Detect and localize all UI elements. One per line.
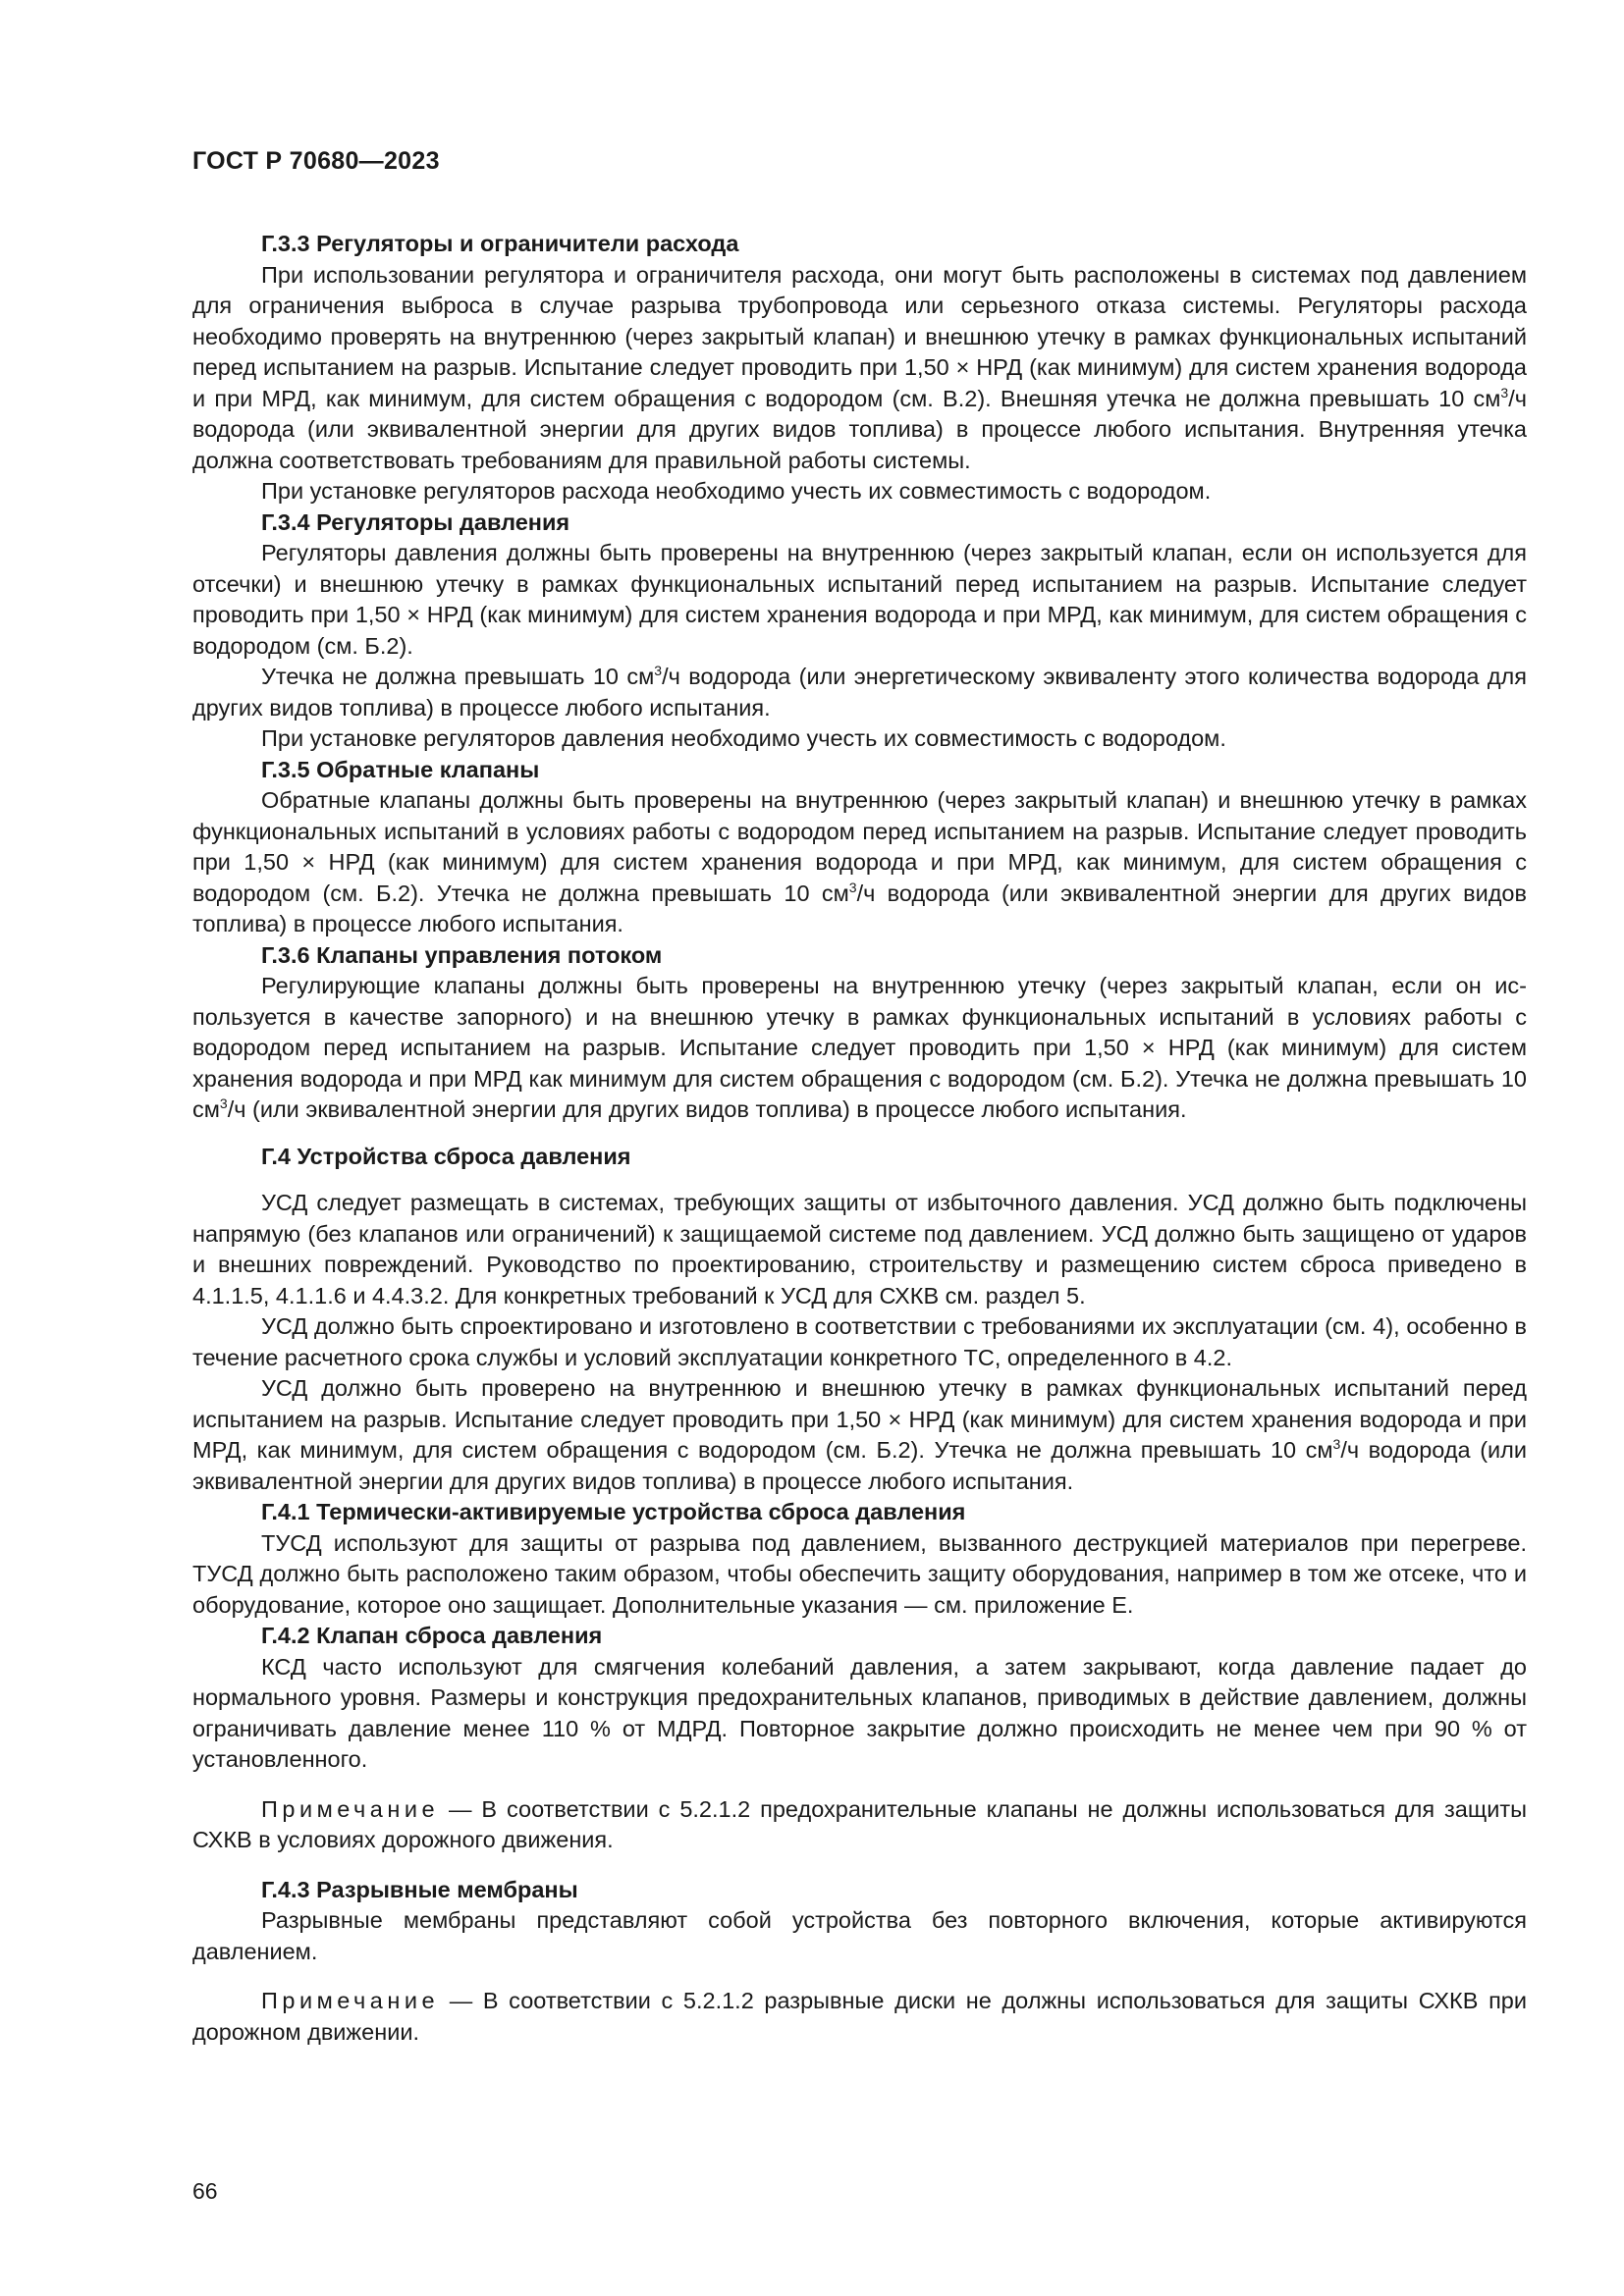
note-label: Примечание: [261, 1795, 440, 1822]
paragraph: Регуляторы давления должны быть проверены на внутреннюю (через закрытый клапан, если он используется для отсечки) и внешнюю утечку в рамках функциональных испытаний перед испытанием на разрыв. Испытание следует проводить при 1,50 × НРД (как минимум) для систем хранения водорода и при МРД, как минимум, для систем обращения с водородом (см. Б.2).: [192, 540, 1527, 659]
section-heading-g35: Г.3.5 Обратные клапаны: [261, 756, 540, 782]
paragraph: При установке регуляторов давления необходимо учесть их совместимость с водородом.: [261, 725, 1226, 751]
paragraph: Регулирующие клапаны должны быть проверены на внутреннюю утечку (через закрытый клапан, если он используется в качестве запорного) и на внешнюю утечку в рамках функциональных испытаний в условиях работы с водородом перед испытанием на разрыв. Испытание следует проводить при 1,50 × НРД (как минимум) для систем хранения водорода и при МРД как минимум для систем обращения с водородом (см. Б.2). Утечка не должна превышать 10 $см^3/ч$ (или эквивалентной энергии для других видов топлива) в процессе любого испытания.: [192, 973, 1527, 1122]
section-heading-g4: Г.4 Устройства сброса давления: [261, 1143, 631, 1169]
paragraph: УСД следует размещать в системах, требующих защиты от избыточного давления. УСД должно быть подключены напрямую (без клапанов или ограничений) к защищаемой системе под давлением. УСД должно быть защищено от ударов и внешних повреждений. Руководство по проектированию, строительству и размещению систем сброса приведено в 4.1.1.5, 4.1.1.6 и 4.4.3.2. Для конкретных требований к УСД для СХКВ см. раздел 5.: [192, 1190, 1527, 1308]
note: Примечание — В соответствии с 5.2.1.2 разрывные диски не должны использоваться для защиты СХКВ при дорожном движении.: [192, 1988, 1527, 2045]
note: Примечание — В соответствии с 5.2.1.2 предохранительные клапаны не должны использоваться для защиты СХКВ в условиях дорожного движения.: [192, 1795, 1527, 1852]
document-header: ГОСТ Р 70680—2023: [192, 147, 440, 175]
paragraph: УСД должно быть проверено на внутреннюю и внешнюю утечку в рамках функциональных испытаний перед испытанием на разрыв. Испытание следует проводить при 1,50 × НРД (как минимум) для систем хранения водорода и при МРД, как минимум, для систем обращения с водородом (см. Б.2). Утечка не должна превышать 10 $см^3/ч$ водорода (или эквивалентной энергии для других видов топлива) в процессе любого испытания.: [192, 1375, 1527, 1494]
section-heading-g36: Г.3.6 Клапаны управления потоком: [261, 941, 663, 968]
section-heading-g33: Г.3.3 Регуляторы и ограничители расхода: [261, 231, 739, 256]
paragraph: Обратные клапаны должны быть проверены на внутреннюю (через закрытый клапан) и внешнюю утечку в рамках функциональных испытаний в условиях работы с водородом перед испытанием на разрыв. Испытание следует проводить при 1,50 × НРД (как минимум) для систем хранения водорода и при МРД, как минимум, для систем обращения с водородом (см. Б.2). Утечка не должна превышать 10 $см^3/ч$ водорода (или эквивалентной энергии для других видов топлива) в процессе любого испытания.: [192, 787, 1527, 936]
section-heading-g43: Г.4.3 Разрывные мембраны: [261, 1876, 578, 1902]
section-heading-g34: Г.3.4 Регуляторы давления: [261, 508, 570, 535]
paragraph: Утечка не должна превышать 10 $см^3/ч$ водорода (или энергетическому эквиваленту этого количества водорода для других видов топлива) в процессе любого испытания.: [192, 663, 1527, 721]
paragraph: При использовании регулятора и ограничителя расхода, они могут быть расположены в системах под давлением для ограничения выброса в случае разрыва трубопровода или серьезного отказа системы. Регуляторы расхода необходимо проверять на внутреннюю (через закрытый клапан) и внешнюю утечку в рамках функциональных испытаний перед испытанием на разрыв. Испытание следует проводить при 1,50 × НРД (как минимум) для систем хранения водорода и при МРД, как минимум, для систем обращения с водородом (см. В.2). Внешняя утечка не должна превышать 10 $см^3/ч$ водорода (или эквивалентной энергии для других видов топлива) в процессе любого испытания. Внутренняя утечка должна соответствовать требованиям для правильной работы системы.: [192, 261, 1527, 473]
paragraph: КСД часто используют для смягчения колебаний давления, а затем закрывают, когда давление падает до нормального уровня. Размеры и конструкция предохранительных клапанов, приводимых в действие давлением, должны ограничивать давление менее 110 % от МДРД. Повторное закрытие должно происходить не менее чем при 90 % от установленного.: [192, 1653, 1527, 1772]
paragraph: ТУСД используют для защиты от разрыва под давлением, вызванного деструкцией материалов при перегреве. ТУСД должно быть расположено таким образом, чтобы обеспечить защиту оборудования, например в том же отсеке, что и оборудование, которое оно защищает. Дополнительные указания — см. приложение Е.: [192, 1529, 1527, 1618]
section-heading-g42: Г.4.2 Клапан сброса давления: [261, 1623, 603, 1648]
note-label: Примечание: [261, 1988, 440, 2013]
paragraph: Разрывные мембраны представляют собой устройства без повторного включения, которые активируются давлением.: [192, 1907, 1527, 1964]
paragraph: УСД должно быть спроектировано и изготовлено в соответствии с требованиями их эксплуатации (см. 4), особенно в течение расчетного срока службы и условий эксплуатации конкретного ТС, определенного в 4.2.: [192, 1313, 1527, 1370]
paragraph: При установке регуляторов расхода необходимо учесть их совместимость с водородом.: [261, 478, 1212, 504]
section-heading-g41: Г.4.1 Термически-активируемые устройства сброса давления: [261, 1499, 966, 1524]
document-body: [192, 229, 1527, 2048]
page-number: 66: [192, 2178, 218, 2204]
